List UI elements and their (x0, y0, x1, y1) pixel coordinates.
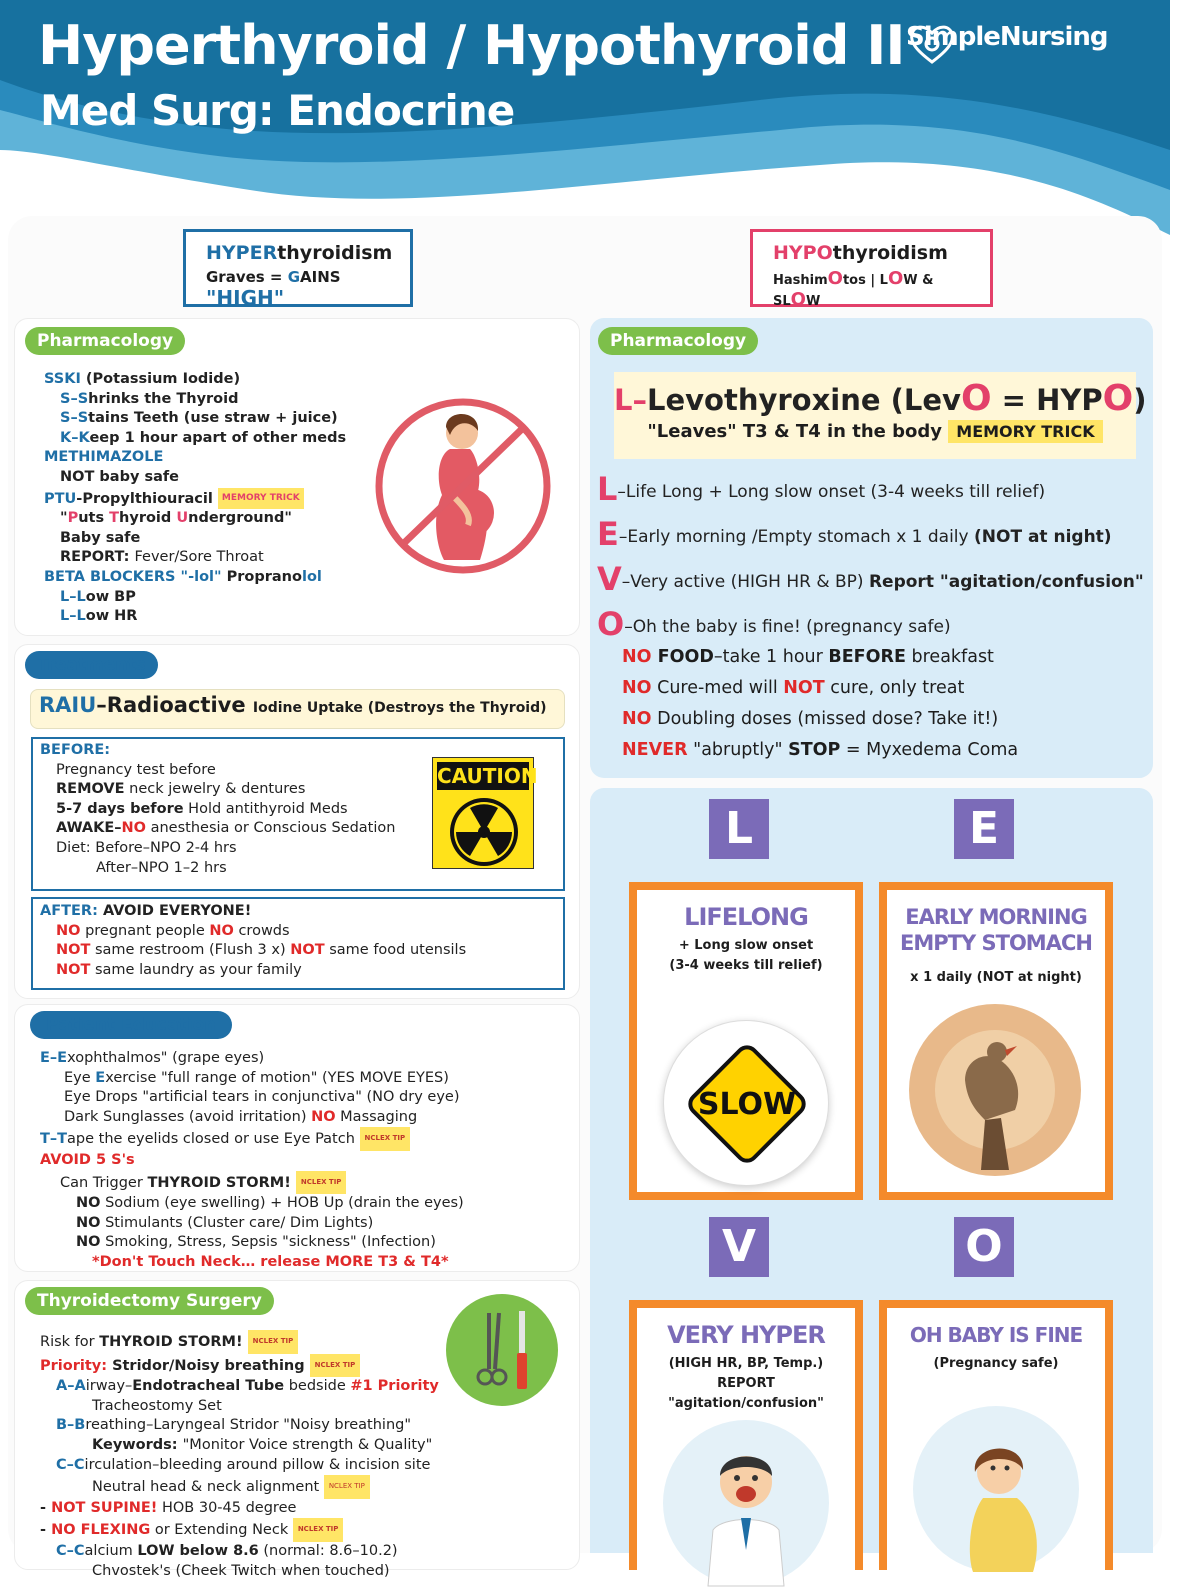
levo-close: ) (1133, 383, 1147, 417)
extending-text: or Extending Neck (150, 1522, 293, 1539)
dash-1: - (40, 1499, 52, 1516)
ssri-line (44, 370, 346, 390)
after-line1 (40, 922, 466, 942)
hashimotos-o: O (827, 268, 843, 289)
rule-1-rest: –take 1 hour (713, 647, 829, 667)
not-1: NOT (56, 942, 91, 959)
hypo-pharmacology-pill: Pharmacology (598, 327, 758, 355)
rule-3-rest: Doubling doses (missed dose? Take it!) (651, 709, 999, 729)
after-title (40, 902, 466, 922)
brand-logo (906, 22, 1108, 52)
tape-line (40, 1127, 464, 1151)
lifelong-s1: + Long slow onset (678, 938, 814, 953)
after-l2d: same food utensils (324, 942, 467, 959)
rule-never-stop (622, 740, 1018, 760)
u-letter: U (176, 510, 189, 527)
calcium-line (40, 1542, 439, 1562)
eye-exercise-line (40, 1069, 464, 1089)
raiu-banner (30, 689, 565, 729)
calcium-text: alcium (84, 1542, 138, 1559)
days-before: 5-7 days before (56, 800, 184, 817)
airway-text: irway– (85, 1378, 133, 1395)
l2-text: ow HR (85, 608, 138, 625)
nclex-tag-6: NCLEX TIP (293, 1518, 344, 1542)
keywords-line (40, 1436, 439, 1456)
early-morning-card (879, 882, 1113, 1200)
sodium-line (40, 1194, 464, 1214)
nclex-tag-1: NCLEX TIP (360, 1127, 411, 1151)
keywords-label: Keywords: (92, 1436, 183, 1453)
treatments-pill: Treatments (25, 651, 158, 679)
rule-1-b: FOOD (651, 647, 714, 667)
t-rest: hyroid (119, 510, 177, 527)
nclex-tag-3: NCLEX TIP (248, 1330, 299, 1354)
rule-no-doubling (622, 709, 998, 729)
thyroid-storm-2: THYROID STORM! (99, 1333, 248, 1350)
caution-sign (432, 757, 538, 869)
no-flexing: NO FLEXING (51, 1522, 151, 1539)
ptu-line (44, 488, 346, 510)
priority-line (40, 1354, 439, 1378)
k-text: eep 1 hour apart of other meds (89, 429, 347, 446)
circulation-line (40, 1456, 439, 1476)
early-morning-title (887, 904, 1105, 956)
sodium-text: Sodium (eye swelling) + HOB Up (drain the eyes) (100, 1195, 464, 1212)
before-list (40, 741, 395, 878)
rule-4-rest2: = Myxedema Coma (840, 740, 1019, 760)
no-pregnancy-icon (372, 395, 554, 577)
rule-4-red: NEVER (622, 740, 688, 760)
beta-blockers-line (44, 568, 346, 588)
before-title: BEFORE: (40, 742, 111, 758)
p-letter: P (67, 510, 79, 527)
sski-desc: (Potassium Iodide) (80, 371, 241, 387)
patient-education-pill: Patient Education (30, 1011, 232, 1039)
raiu-abbr: RAIU (39, 693, 97, 717)
low-bp-line (44, 588, 346, 608)
alignment-text: Neutral head & neck alignment (92, 1478, 324, 1495)
q1: " (60, 510, 68, 527)
rule-2-red: NO (622, 678, 652, 698)
s1-text: hrinks the Thyroid (88, 390, 239, 407)
lifelong-card (629, 882, 863, 1200)
radiation-icon (433, 794, 535, 870)
hypo-prefix: HYPO (773, 242, 833, 264)
letter-l-badge: L (709, 799, 769, 859)
propranolol-a: Proprano (221, 568, 302, 585)
ptu-term: PTU (44, 490, 77, 507)
low-hr-line (44, 607, 346, 627)
chvostek-line: Chvostek's (Cheek Twitch when touched) (92, 1562, 390, 1579)
not-2: NOT (290, 942, 325, 959)
memory-trick-tag: MEMORY TRICK (218, 488, 304, 510)
beta-term: BETA BLOCKERS (44, 568, 181, 585)
ptu-mnemonic (44, 509, 346, 529)
l1-letter: L–L (60, 588, 86, 605)
very-hyper-title: VERY HYPER (667, 1321, 825, 1349)
keywords-text: "Monitor Voice strength & Quality" (182, 1436, 433, 1453)
raiu-desc: Iodine Uptake (Destroys the Thyroid) (252, 700, 547, 716)
caution-label: CAUTION (437, 764, 538, 788)
ptu-report (44, 548, 346, 568)
exophthalmos-line (40, 1049, 464, 1069)
rule-2-rest: Cure-med will (651, 678, 784, 698)
pregnant-circle (913, 1406, 1079, 1572)
very-hyper-card (629, 1300, 863, 1570)
stains-line (44, 409, 346, 429)
c-letter: C–C (56, 1456, 85, 1473)
rule-1-red: NO (622, 647, 652, 667)
no-2: NO (209, 922, 234, 939)
stimulants-text: Stimulants (Cluster care/ Dim Lights) (100, 1214, 374, 1231)
lifelong-title: LIFELONG (684, 903, 808, 931)
et-tube: Endotracheal Tube (132, 1378, 285, 1395)
eye-word: Eye (64, 1069, 96, 1086)
after-l1b: pregnant people (80, 922, 210, 939)
no-1: NO (56, 922, 81, 939)
memory-trick-highlight: MEMORY TRICK (948, 420, 1102, 443)
avoid-everyone: AVOID EVERYONE! (102, 903, 252, 919)
rule-no-food (622, 647, 994, 667)
levo-o: O (960, 378, 992, 419)
oh-baby-card (879, 1300, 1113, 1570)
no-sodium: NO (76, 1195, 101, 1212)
slow-sign-text: SLOW (697, 1087, 797, 1122)
mnemonic-v-bold: Report "agitation/confusion" (868, 572, 1144, 592)
awake-word: AWAKE– (56, 820, 122, 837)
hob-text: HOB 30-45 degree (157, 1499, 297, 1516)
exercise-e: E (95, 1069, 106, 1086)
after-line2 (40, 941, 466, 961)
page-header (0, 0, 1200, 250)
hyper-suffix: thyroidism (277, 242, 393, 264)
hold-text: Hold antithyroid Meds (183, 800, 348, 817)
shrinks-line (44, 390, 346, 410)
first-priority: #1 Priority (350, 1378, 439, 1395)
excited-man-icon (663, 1420, 829, 1586)
awake-text: anesthesia or Conscious Sedation (146, 820, 396, 837)
before-pregnancy: Pregnancy test before (56, 761, 216, 778)
smoking-line (40, 1233, 464, 1253)
trach-set: Tracheostomy Set (92, 1397, 222, 1414)
dash-2: - (40, 1522, 52, 1539)
rule-3-red: NO (622, 709, 652, 729)
sski-term: SSKI (44, 371, 81, 387)
priority-label: Priority: (40, 1357, 113, 1374)
rule-1-b2: BEFORE (828, 647, 906, 667)
report-text: Fever/Sore Throat (134, 549, 264, 566)
eye-drops-line: Eye Drops "artificial tears in conjunctiva" (NO dry eye) (64, 1089, 460, 1106)
k-letter: K–K (60, 429, 90, 446)
breathing-text: reathing–Laryngeal Stridor "Noisy breathing" (85, 1417, 412, 1434)
t-letter-edu: T–T (40, 1131, 68, 1148)
slow-sign-circle (663, 1020, 829, 1186)
diet-before: Diet: Before–NPO 2-4 hrs (56, 839, 237, 856)
nclex-tag-4: NCLEX TIP (310, 1354, 361, 1378)
u-rest: nderground" (188, 510, 292, 527)
risk-text: Risk for (40, 1333, 100, 1350)
hyper-pharmacology-pill: Pharmacology (25, 327, 185, 355)
very-hyper-s1: (HIGH HR, BP, Temp.) (668, 1356, 824, 1371)
remove-text: neck jewelry & dentures (124, 781, 306, 798)
mnemonic-e (597, 515, 1112, 553)
mnemonic-v-text: –Very active (HIGH HR & BP) (621, 572, 869, 592)
b-letter: B–B (56, 1417, 86, 1434)
nclex-tag-2: NCLEX TIP (296, 1171, 347, 1195)
a-letter: A–A (56, 1378, 86, 1395)
l2-letter: L–L (60, 608, 86, 625)
p-rest: uts (78, 510, 110, 527)
page-title: Hyperthyroid / Hypothyroid II (38, 14, 905, 77)
slow-a: W & SL (773, 273, 934, 309)
exophthalmos-text: xophthalmos" (grape eyes) (67, 1050, 265, 1066)
brand-name: SimpleNursing (906, 22, 1108, 52)
hashimotos-a: Hashim (773, 273, 828, 288)
hyperthyroidism-header (183, 229, 413, 310)
e-letter: E–E (40, 1050, 68, 1066)
after-label: AFTER: (40, 903, 103, 919)
ptu-desc: -Propylthiouracil (76, 490, 218, 507)
levo-name: Levothyroxine (Lev (646, 383, 961, 417)
s2-letter: S–S (60, 410, 89, 427)
airway-line (40, 1377, 439, 1397)
alignment-line (40, 1475, 439, 1499)
awake-no: NO (121, 820, 146, 837)
smoking-text: Smoking, Stress, Sepsis "sickness" (Infection) (100, 1234, 436, 1251)
circulation-text: irculation–bleeding around pillow & incision site (84, 1456, 431, 1473)
rule-no-cure (622, 678, 964, 698)
levothyroxine-banner (614, 372, 1147, 459)
after-list (40, 902, 466, 980)
calcium-low: LOW below 8.6 (137, 1542, 259, 1559)
no-smoking: NO (76, 1234, 101, 1251)
propranolol-b: lol (301, 568, 322, 585)
mnemonic-o-text: –Oh the baby is fine! (pregnancy safe) (624, 617, 951, 637)
lifelong-sub (637, 936, 855, 976)
graves-label: Graves = (206, 268, 288, 286)
sunglasses-text: Dark Sunglasses (avoid irritation) (64, 1108, 312, 1125)
page-subtitle: Med Surg: Endocrine (40, 86, 515, 135)
mnemonic-l-text: –Life Long + Long slow onset (3-4 weeks till relief) (617, 482, 1046, 502)
s2-text: tains Teeth (use straw + juice) (88, 410, 338, 427)
thyroidectomy-list (40, 1330, 439, 1581)
raiu-radioactive: –Radioactive (96, 693, 253, 717)
dont-touch-neck: *Don't Touch Neck… release MORE T3 & T4* (92, 1253, 449, 1270)
methimazole-line (44, 448, 346, 468)
c2-letter: C–C (56, 1542, 85, 1559)
avoid-5s: AVOID 5 S's (40, 1151, 135, 1168)
gains-g: G (287, 268, 301, 286)
calcium-normal: (normal: 8.6–10.2) (258, 1542, 398, 1559)
letter-v-badge: V (709, 1217, 769, 1277)
rule-2-b2: NOT (783, 678, 825, 698)
hyper-prefix: HYPER (206, 242, 278, 264)
slow-w: W (805, 294, 821, 309)
massaging-text: Massaging (335, 1108, 418, 1125)
letter-o-badge: O (954, 1217, 1014, 1277)
slow-o: O (790, 289, 806, 310)
levo-main (614, 378, 1147, 419)
early-morning-sub: x 1 daily (NOT at night) (910, 970, 1082, 985)
bedside-text: bedside (284, 1378, 351, 1395)
after-l3b: same laundry as your family (90, 961, 302, 978)
pregnant-woman-icon (913, 1406, 1079, 1572)
very-hyper-s2: REPORT "agitation/confusion" (668, 1376, 824, 1411)
oh-baby-sub: (Pregnancy safe) (933, 1356, 1059, 1371)
s1-letter: S–S (60, 390, 89, 407)
gains-rest: AINS (300, 268, 341, 286)
report-label: REPORT: (60, 549, 135, 566)
mnemonic-l (597, 470, 1045, 508)
surgical-tools-icon (441, 1293, 563, 1407)
no-stimulants: NO (76, 1214, 101, 1231)
hypo-suffix: thyroidism (832, 242, 948, 264)
early-morning-h1: EARLY MORNING (905, 905, 1087, 929)
hypo-o: O (1102, 378, 1134, 419)
not-3: NOT (56, 961, 91, 978)
mnemonic-e-letter: E (597, 515, 619, 553)
mnemonic-v (597, 560, 1144, 598)
mnemonic-e-text: –Early morning /Empty stomach x 1 daily (618, 527, 974, 547)
hypothyroidism-header (750, 229, 993, 310)
exercise-text: xercise "full range of motion" (YES MOVE EYES) (105, 1069, 449, 1086)
lol-suffix: "-lol" (180, 568, 222, 585)
nclex-tag-5: NCLEX TIP (324, 1475, 370, 1499)
methimazole-note: NOT baby safe (60, 468, 180, 485)
before-hold (40, 800, 395, 820)
man-circle (663, 1420, 829, 1586)
hyper-pharmacology-list (44, 370, 346, 627)
low-o: O (887, 268, 904, 289)
after-line3 (40, 961, 466, 981)
rule-4-rest: "abruptly" (687, 740, 789, 760)
lifelong-s2: (3-4 weeks till relief) (669, 958, 823, 973)
methimazole-term: METHIMAZOLE (44, 449, 164, 466)
keep-line (44, 429, 346, 449)
rule-2-rest2: cure, only treat (824, 678, 965, 698)
trigger-line (40, 1171, 464, 1195)
low-a: tos | L (842, 273, 888, 288)
trigger-text: Can Trigger (60, 1174, 148, 1191)
mnemonic-e-bold: (NOT at night) (974, 527, 1112, 547)
t-letter: T (109, 510, 120, 527)
before-awake (40, 819, 395, 839)
stridor-text: Stridor/Noisy breathing (112, 1357, 310, 1374)
risk-line (40, 1330, 439, 1354)
oh-baby-title: OH BABY IS FINE (909, 1323, 1083, 1347)
very-hyper-sub (637, 1354, 855, 1414)
ptu-baby-safe: Baby safe (60, 529, 141, 546)
thyroid-storm-1: THYROID STORM! (147, 1174, 296, 1191)
high-label: "HIGH" (206, 286, 285, 310)
rule-4-b2: STOP (788, 740, 841, 760)
no-massaging-no: NO (311, 1108, 336, 1125)
l1-text: ow BP (85, 588, 136, 605)
remove-word: REMOVE (56, 781, 125, 798)
rooster-sunrise-icon (905, 1000, 1085, 1180)
early-morning-h2: EMPTY STOMACH (900, 931, 1092, 955)
after-l2b: same restroom (Flush 3 x) (90, 942, 291, 959)
mnemonic-o-letter: O (597, 605, 625, 643)
breathing-line (40, 1416, 439, 1436)
levo-hyp: = HYP (991, 383, 1103, 417)
after-l1d: crowds (233, 922, 290, 939)
sunglasses-line (40, 1108, 464, 1128)
before-remove (40, 780, 395, 800)
levo-sub (614, 421, 1136, 442)
mnemonic-l-letter: L (597, 470, 618, 508)
levo-l: L– (614, 383, 647, 417)
rule-1-rest2: breakfast (905, 647, 994, 667)
mnemonic-v-letter: V (597, 560, 622, 598)
leaves-text: "Leaves" T3 & T4 in the body (647, 421, 949, 442)
tape-text: ape the eyelids closed or use Eye Patch (67, 1131, 360, 1148)
not-supine-line (40, 1499, 439, 1519)
stimulants-line (40, 1214, 464, 1234)
mnemonic-o (597, 605, 951, 643)
patient-education-list (40, 1049, 464, 1273)
diet-after: After–NPO 1–2 hrs (96, 859, 227, 876)
no-flexing-line (40, 1518, 439, 1542)
thyroidectomy-pill: Thyroidectomy Surgery (25, 1287, 274, 1315)
heart-stethoscope-icon (906, 22, 958, 66)
not-supine: NOT SUPINE! (51, 1499, 158, 1516)
letter-e-badge: E (954, 799, 1014, 859)
